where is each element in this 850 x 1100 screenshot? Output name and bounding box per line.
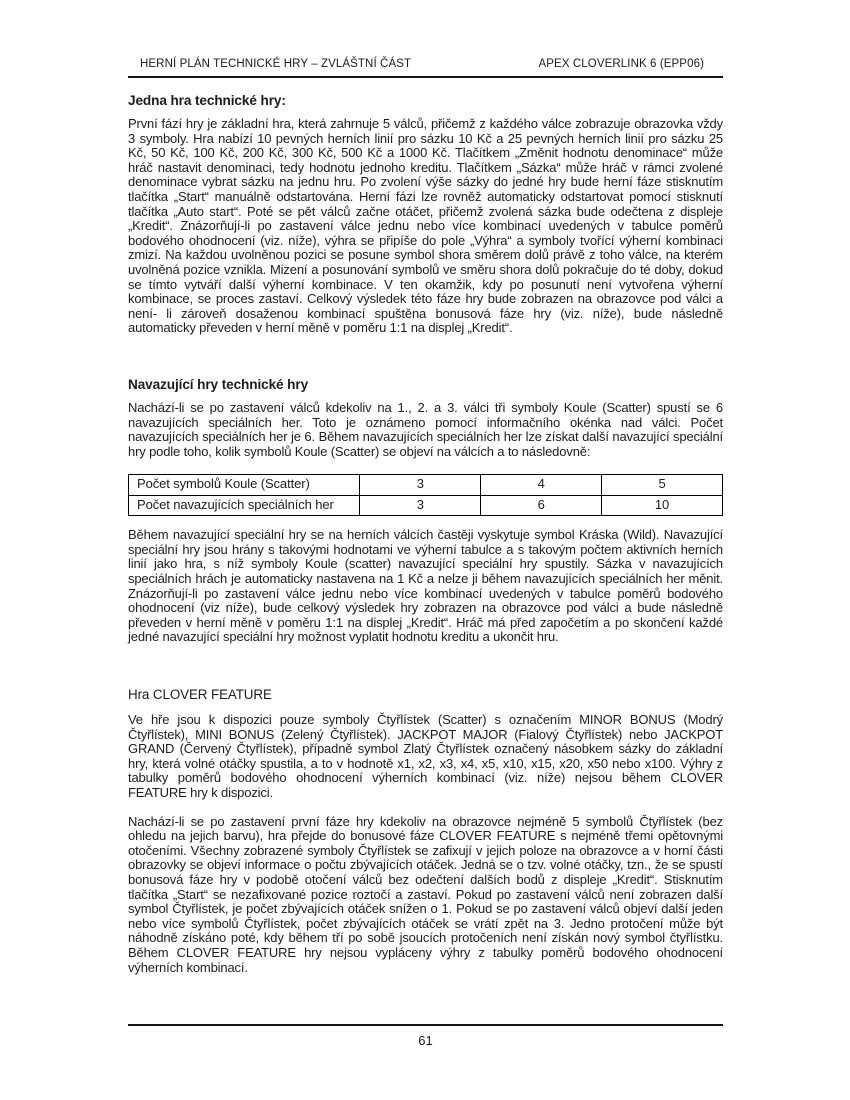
- table-cell: 3: [360, 495, 481, 516]
- page-header: [128, 58, 723, 70]
- paragraph-follow-up-body: Během navazující speciální hry se na herních válcích častěji vyskytuje symbol Kráska (Wild). Navazující speciální hry jsou hrány s takovými hodnotami ve výherní tabulce a s takovým počtem aktivních herních linií jako hra, s níž symboly Koule (scatter) navazující speciální hry spustily. Sázka v navazujících speciálních hrách je automaticky nastavena na 1 Kč a nelze ji během navazujících speciálních her měnit. Znázorňují-li po zastavení válce jednu nebo více kombinací uvedených v tabulce poměrů bodového ohodnocení (viz níže), bude celkový výsledek hry zobrazen na obrazovce pod válci a bude následně převeden v herní měně v poměru 1:1 na displej „Kredit“. Hráč má před započetím a po skončení každé jedné navazující speciální hry možnost vyplatit hodnotu kreditu a ukončit hru.: [128, 527, 723, 645]
- header-rule: [128, 76, 723, 78]
- page-number: 61: [418, 1033, 433, 1048]
- table-cell: 4: [481, 475, 602, 496]
- footer-rule: [128, 1024, 723, 1026]
- table-cell: 10: [602, 495, 723, 516]
- paragraph-follow-up-intro: Nachází-li se po zastavení válců kdekoliv na 1., 2. a 3. válci tři symboly Koule (Scatter) spustí se 6 navazujících speciálních her. Toto je oznámeno pomocí informačního okénka nad válci. Počet navazujících speciálních her je 6. Během navazujících speciálních her lze získat další navazující speciální hry podle toho, kolik symbolů Koule (Scatter) se objeví na válcích a to následovně:: [128, 399, 723, 459]
- header-right-title: APEX CLOVERLINK 6 (EPP06): [538, 58, 704, 70]
- table-row-special-games-count: [129, 495, 723, 516]
- table-cell: Počet navazujících speciálních her: [129, 495, 360, 516]
- header-left-title: HERNÍ PLÁN TECHNICKÉ HRY – ZVLÁŠTNÍ ČÁST: [140, 58, 412, 70]
- page-footer: [128, 1024, 723, 1048]
- table-cell: 5: [602, 475, 723, 496]
- table-cell: Počet symbolů Koule (Scatter): [129, 475, 360, 496]
- section-title-clover-feature: Hra CLOVER FEATURE: [128, 687, 272, 703]
- paragraph-clover-feature-2: Nachází-li se po zastavení první fáze hry kdekoliv na obrazovce nejméně 5 symbolů Čtyřlístek (bez ohledu na jejich barvu), hra přejde do bonusové fáze CLOVER FEATURE s nejméně třemi opětovnými otočeními. Všechny zobrazené symboly Čtyřlístek se zafixují v jejich poloze na obrazovce a v horní části obrazovky se objeví informace o počtu zbývajících otáček. Jedná se o tzv. volné otáčky, tzn., že se spustí bonusová fáze hry v podobě otočení válců bez odečtení dalších bodů z displeje „Kredit“. Stisknutím tlačítka „Start“ se nezafixované pozice roztočí a zastaví. Pokud po zastavení válců není zobrazen další symbol Čtyřlístek, je počet zbývajících otáček snížen o 1. Pokud se po zastavení válců objeví další jeden nebo více symbolů Čtyřlístek, počet zbývajících otáček se vrátí zpět na 3. Jedno protočení může být náhodně získáno poté, kdy během tří po sobě jsoucích protočeních není získán nový symbol čtyřlístku. Během CLOVER FEATURE hry nejsou vypláceny výhry z tabulky poměrů bodového ohodnocení výherních kombinací.: [128, 813, 723, 975]
- page-content: [128, 0, 723, 975]
- table-row-scatter-count: [129, 475, 723, 496]
- table-cell: 6: [481, 495, 602, 516]
- section-title-follow-up-games: Navazující hry technické hry: [128, 376, 309, 392]
- section-title-single-game: Jedna hra technické hry:: [128, 93, 286, 108]
- paragraph-clover-feature-1: Ve hře jsou k dispozici pouze symboly Čtyřlístek (Scatter) s označením MINOR BONUS (Modrý Čtyřlístek), MINI BONUS (Zelený Čtyřlístek). JACKPOT MAJOR (Fialový Čtyřlístek) nebo JACKPOT GRAND (Červený Čtyřlístek), případně symbol Zlatý Čtyřlístek označený násobkem sázky do základní hry, která volné otáčky spustila, a to v hodnotě x1, x2, x3, x4, x5, x10, x15, x20, x50 nebo x100. Výhry z tabulky poměrů bodového ohodnocení výherních kombinací (viz. níže) nejsou během CLOVER FEATURE hry k dispozici.: [128, 712, 723, 800]
- scatter-table: [128, 474, 723, 516]
- paragraph-single-game: První fází hry je základní hra, která zahrnuje 5 válců, přičemž z každého válce zobrazuje obrazovka vždy 3 symboly. Hra nabízí 10 pevných herních linií pro sázku 10 Kč a 25 pevných herních linií pro sázku 25 Kč, 50 Kč, 100 Kč, 200 Kč, 300 Kč, 500 Kč a 1000 Kč. Tlačítkem „Změnit hodnotu denominace“ může hráč nastavit denominaci, tedy hodnotu jednoho kreditu. Tlačítkem „Sázka“ může hráč v rámci zvolené denominace vybrat sázku na jednu hru. Po zvolení výše sázky do jedné hry bude herní fáze stisknutím tlačítka „Start“ manuálně odstartována. Herní fázi lze rovněž automaticky odstartovat pomocí stisknutí tlačítka „Auto start“. Poté se pět válců začne otáčet, přičemž zvolená sázka bude odečtena z displeje „Kredit“. Znázorňují-li po zastavení válce jednu nebo více kombinací uvedených v tabulce poměrů bodového ohodnocení (viz. níže), výhra se připíše do pole „Výhra“ a symboly tvořící výherní kombinaci zmizí. Na každou uvolněnou pozici se posune symbol shora směrem dolů právě z toho válce, na kterém uvolněná pozice vznikla. Mizení a posunování symbolů ve směru shora dolů pokračuje do té doby, dokud se tímto vytváří další výherní kombinace. V ten okamžik, kdy po posunutí není vytvořena výherní kombinace, se proces zastaví. Celkový výsledek této fáze hry bude zobrazen na obrazovce pod válci a není- li zároveň dosaženou kombinací spuštěna bonusová fáze hry (viz. níže), bude následně automaticky převeden v herní měně v poměru 1:1 na displej „Kredit“.: [128, 116, 723, 336]
- table-cell: 3: [360, 475, 481, 496]
